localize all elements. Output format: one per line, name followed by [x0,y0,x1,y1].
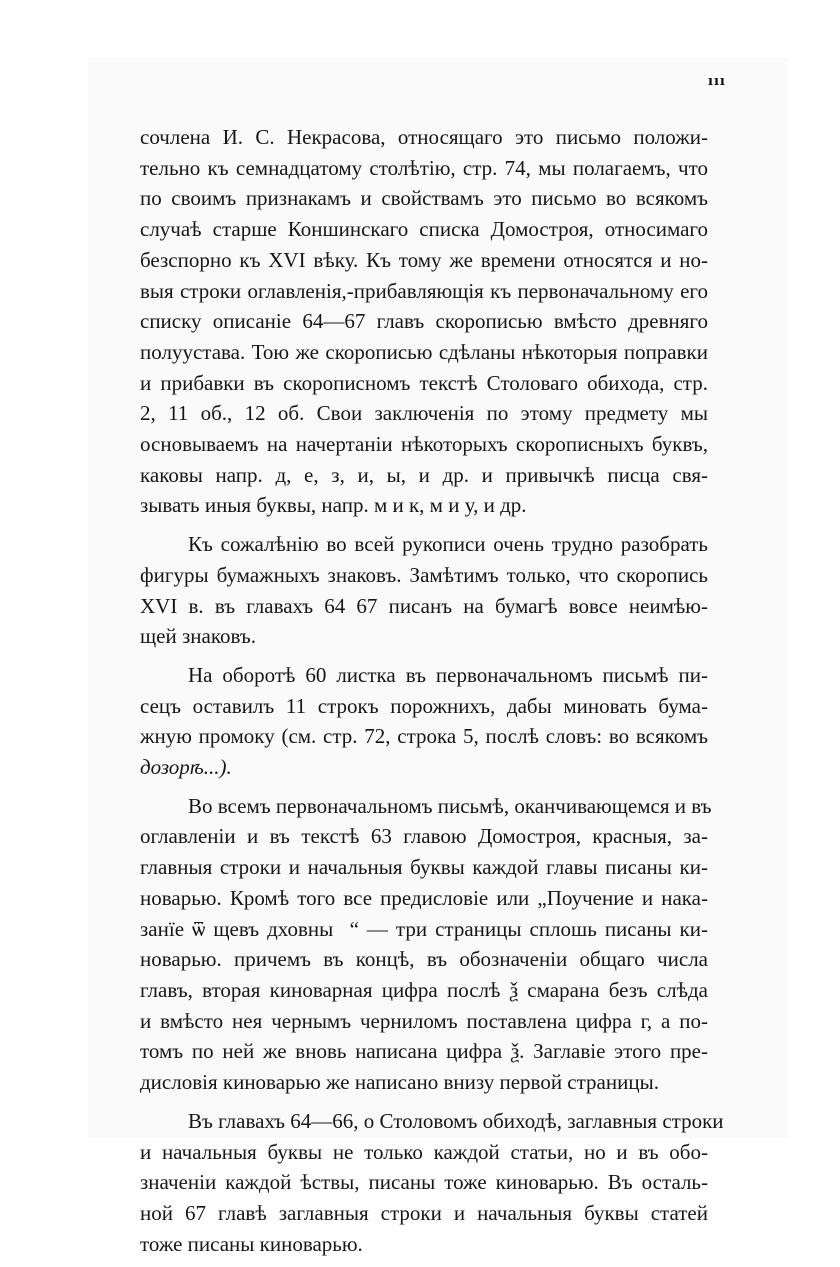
text-line: Во всемъ первоначальномъ письмѣ, оканчивающемся и въ [188,793,712,818]
text-line: и начальныя буквы не только каждой статьи, но и въ обо- [140,1139,708,1164]
text-line: щей знаковъ. [140,624,256,649]
page-text [140,122,724,1267]
text-line: новарью. причемъ въ концѣ, въ обозначеніи общаго числа [140,947,708,972]
text-line: и вмѣсто нея чернымъ черниломъ поставлена цифра г, а по- [140,1008,708,1033]
text-line: и прибавки въ скорописномъ текстѣ Столоваго обихода, стр. [140,370,708,395]
text-line: ной 67 главѣ заглавныя строки и начальныя буквы статей [140,1200,708,1225]
paragraph-4 [140,791,712,1098]
text-line: XVI в. въ главахъ 64 67 писанъ на бумагѣ вовсе неимѣю- [140,593,708,618]
text-line: каковы напр. д, е, з, и, ы, и др. и привычкѣ писца свя- [140,462,708,487]
paragraph-1 [140,122,708,521]
text-line: сецъ оставилъ 11 строкъ порожнихъ, дабы миновать бума- [140,693,708,718]
text-line: безспорно къ XVI вѣку. Къ тому же времени относятся и но- [140,247,708,272]
text-line: Въ главахъ 64—66, о Столовомъ обиходѣ, заглавныя строки [188,1108,724,1133]
text-line: зывать иныя буквы, напр. м и к, м и у, и др. [140,493,527,518]
text-line: фигуры бумажныхъ знаковъ. Замѣтимъ только, что скоропись [140,562,708,587]
text-line: списку описаніе 64—67 главъ скорописью вмѣсто древняго [140,309,708,334]
text-line: дозорѣ...). [140,755,232,780]
paragraph-5 [140,1106,724,1260]
text-line: дисловія киноварью же написано внизу первой страницы. [140,1070,659,1095]
text-line: На оборотѣ 60 листка въ первоначальномъ письмѣ пи- [188,662,708,687]
text-line: томъ по ней же вновь написана цифра ѯ. Заглавіе этого пре- [140,1039,708,1064]
text-line: жную промоку (см. стр. 72, строка 5, послѣ словъ: во всякомъ [140,724,708,749]
text-line: тоже писаны киноварью. [140,1231,363,1256]
text-line: 2, 11 об., 12 об. Свои заключенія по этому предмету мы [140,401,708,426]
text-line: основываемъ на начертаніи нѣкоторыхъ скорописныхъ буквъ, [140,432,708,457]
text-line: главныя строки и начальныя буквы каждой главы писаны ки- [140,855,708,880]
text-line: сочленa И. С. Некрасова, относящаго это письмо положи- [140,125,708,149]
text-line: занїе ѿ щевъ дховныⷯ“ — три страницы сплошь писаны ки- [140,916,708,941]
paragraph-2 [140,529,708,652]
text-line: оглавленіи и въ текстѣ 63 главою Домостроя, красныя, за- [140,824,708,849]
text-line: по своимъ признакамъ и свойствамъ это письмо во всякомъ [140,186,708,211]
page-number: ııı [708,74,726,89]
text-line: выя строки оглавленія,-прибавляющія къ первоначальному его [140,278,708,303]
text-line: новарью. Кромѣ того все предисловіе или „Поучение и нака- [140,885,708,910]
text-line: полуустава. Тою же скорописью сдѣланы нѣкоторыя поправки [140,339,708,364]
text-line: Къ сожалѣнію во всей рукописи очень трудно разобрать [188,532,708,557]
text-line: случаѣ старше Коншинскаго списка Домостроя, относимаго [140,217,708,242]
text-line: тельно къ семнадцатому столѣтію, стр. 74, мы полагаемъ, что [140,155,708,180]
text-line: значеніи каждой ѣствы, писаны тоже киноварью. Въ осталь- [140,1170,708,1195]
text-line: главъ, вторая киноварная цифра послѣ ѯ смарана безъ слѣда [140,977,708,1002]
paragraph-3 [140,660,708,783]
